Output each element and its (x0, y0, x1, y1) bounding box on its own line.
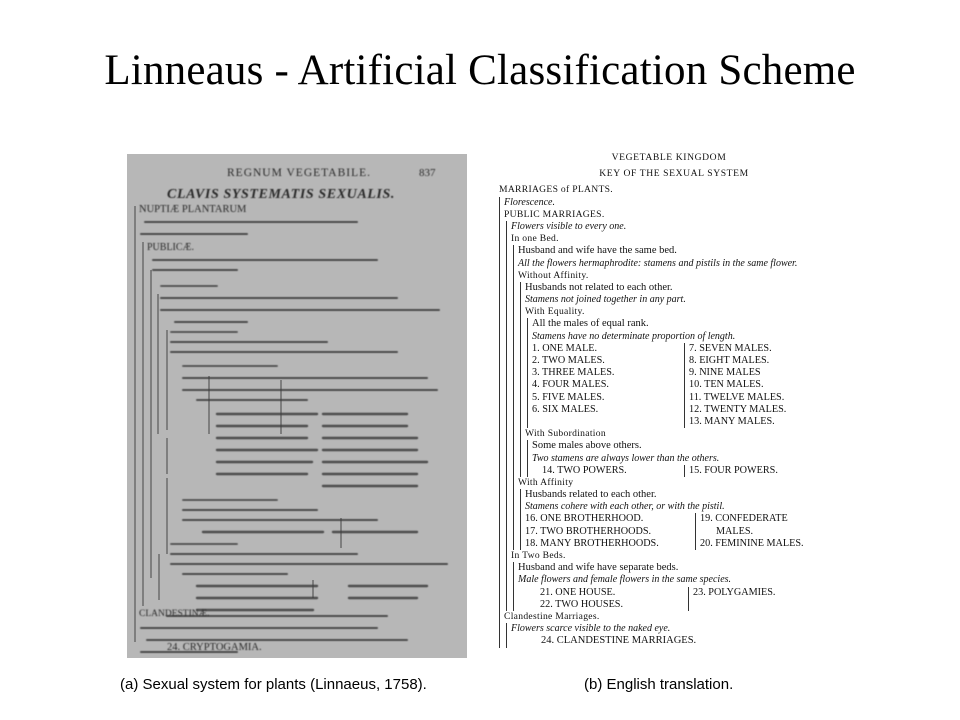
two-beds-classes-left (518, 587, 688, 611)
caption-latin: (a) Sexual system for plants (Linnaeus, 1758). (120, 676, 427, 693)
class-item: 14. TWO POWERS. (542, 464, 627, 476)
without-affinity-line-1: Husbands not related to each other. (525, 281, 673, 293)
class-item: 22. TWO HOUSES. (540, 598, 624, 610)
scan-line-clandestinae: CLANDESTINÆ. (139, 609, 210, 619)
class-item: 24. CLANDESTINE MARRIAGES. (541, 635, 697, 647)
class-item: 9. NINE MALES (689, 367, 761, 379)
class-item: 15. FOUR POWERS. (689, 464, 778, 476)
translation-subtitle: KEY OF THE SEXUAL SYSTEM (599, 168, 749, 180)
with-subordination-line-1: Some males above others. (532, 440, 642, 452)
scan-header: REGNUM VEGETABILE. (227, 167, 371, 179)
with-subordination-line-2: Two stamens are always lower than the others. (532, 452, 720, 464)
class-item: 6. SIX MALES. (532, 403, 599, 415)
class-item: 5. FIVE MALES. (532, 391, 605, 403)
bracket-clandestine (506, 623, 849, 647)
with-affinity-heading: With Affinity (518, 476, 574, 488)
class-item: 20. FEMININE MALES. (700, 537, 804, 549)
bracket-without-affinity (520, 282, 849, 477)
class-item: 8. EIGHT MALES. (689, 355, 770, 366)
bracket-one-bed (513, 245, 849, 550)
with-subordination-heading: With Subordination (525, 428, 606, 440)
with-affinity-line-1: Husbands related to each other. (525, 489, 657, 501)
scan-page-number: 837 (419, 167, 436, 179)
translation-title: VEGETABLE KINGDOM (611, 152, 727, 163)
scan-heading: CLAVIS SYSTEMATIS SEXUALIS. (167, 187, 395, 202)
class-item: 18. MANY BROTHERHOODS. (525, 537, 659, 549)
class-item: 19. CONFEDERATE (700, 513, 788, 525)
class-item: 4. FOUR MALES. (532, 379, 609, 391)
two-beds-classes-right (688, 587, 775, 611)
subordination-classes (532, 465, 849, 477)
two-beds-line-2: Male flowers and female flowers in the same species. (518, 574, 732, 586)
marriages-heading: MARRIAGES of PLANTS. (499, 184, 613, 196)
class-item: 1. ONE MALE. (532, 342, 598, 354)
class-item: 21. ONE HOUSE. (540, 586, 616, 598)
bracket-marriages (499, 197, 849, 648)
caption-english: (b) English translation. (584, 676, 734, 693)
subordination-classes-left (532, 465, 684, 477)
florescence-label: Florescence. (504, 196, 555, 208)
class-item: 7. SEVEN MALES. (689, 342, 772, 354)
one-bed-heading: In one Bed. (511, 233, 559, 245)
without-affinity-heading: Without Affinity. (518, 269, 589, 281)
one-bed-line-2: All the flowers hermaphrodite: stamens and pistils in the same flower. (518, 257, 798, 269)
class-item: 17. TWO BROTHERHOODS. (525, 525, 652, 537)
with-affinity-line-2: Stamens cohere with each other, or with the pistil. (525, 501, 725, 513)
affinity-classes-right (695, 513, 804, 550)
with-equality-line-2: Stamens have no determinate proportion of length. (532, 330, 736, 342)
bracket-with-subordination (527, 440, 849, 477)
class-item: 2. TWO MALES. (532, 355, 605, 366)
class-item: 16. ONE BROTHERHOOD. (525, 513, 644, 525)
scan-line-cryptogamia: 24. CRYPTOGAMIA. (167, 642, 262, 653)
latin-scan-image (127, 154, 467, 658)
two-beds-line-1: Husband and wife have separate beds. (518, 562, 679, 574)
class-item: 13. MANY MALES. (689, 415, 775, 427)
slide-title: Linneaus - Artificial Classification Scheme (104, 47, 856, 94)
class-item: MALES. (716, 525, 754, 537)
class-item: 3. THREE MALES. (532, 367, 615, 379)
class-item: 23. POLYGAMIES. (693, 586, 776, 598)
affinity-classes (525, 513, 849, 550)
bracket-two-beds (513, 562, 849, 611)
two-beds-classes (518, 587, 849, 611)
public-description: Flowers visible to every one. (511, 220, 627, 232)
english-translation (499, 152, 849, 662)
one-bed-line-1: Husband and wife have the same bed. (518, 245, 677, 257)
clandestine-heading: Clandestine Marriages. (504, 610, 600, 622)
two-beds-heading: In Two Beds. (511, 550, 566, 561)
affinity-classes-left (525, 513, 695, 550)
bracket-with-equality (527, 318, 849, 428)
bracket-with-affinity (520, 489, 849, 550)
class-item: 10. TEN MALES. (689, 379, 764, 391)
public-marriages-heading: PUBLIC MARRIAGES. (504, 208, 605, 220)
clandestine-description: Flowers scarce visible to the naked eye. (511, 623, 671, 635)
without-affinity-line-2: Stamens not joined together in any part. (525, 294, 686, 306)
equality-classes (532, 343, 849, 428)
subordination-classes-right (684, 465, 778, 477)
class-item: 12. TWENTY MALES. (689, 403, 787, 415)
scan-line-publicae: PUBLICÆ. (147, 242, 194, 253)
with-equality-line-1: All the males of equal rank. (532, 318, 649, 330)
scan-line-nuptiae: NUPTIÆ PLANTARUM (139, 204, 247, 215)
class-item: 11. TWELVE MALES. (689, 391, 785, 403)
with-equality-heading: With Equality. (525, 306, 585, 318)
bracket-public (506, 221, 849, 611)
equality-classes-right (684, 343, 786, 428)
equality-classes-left (532, 343, 684, 428)
